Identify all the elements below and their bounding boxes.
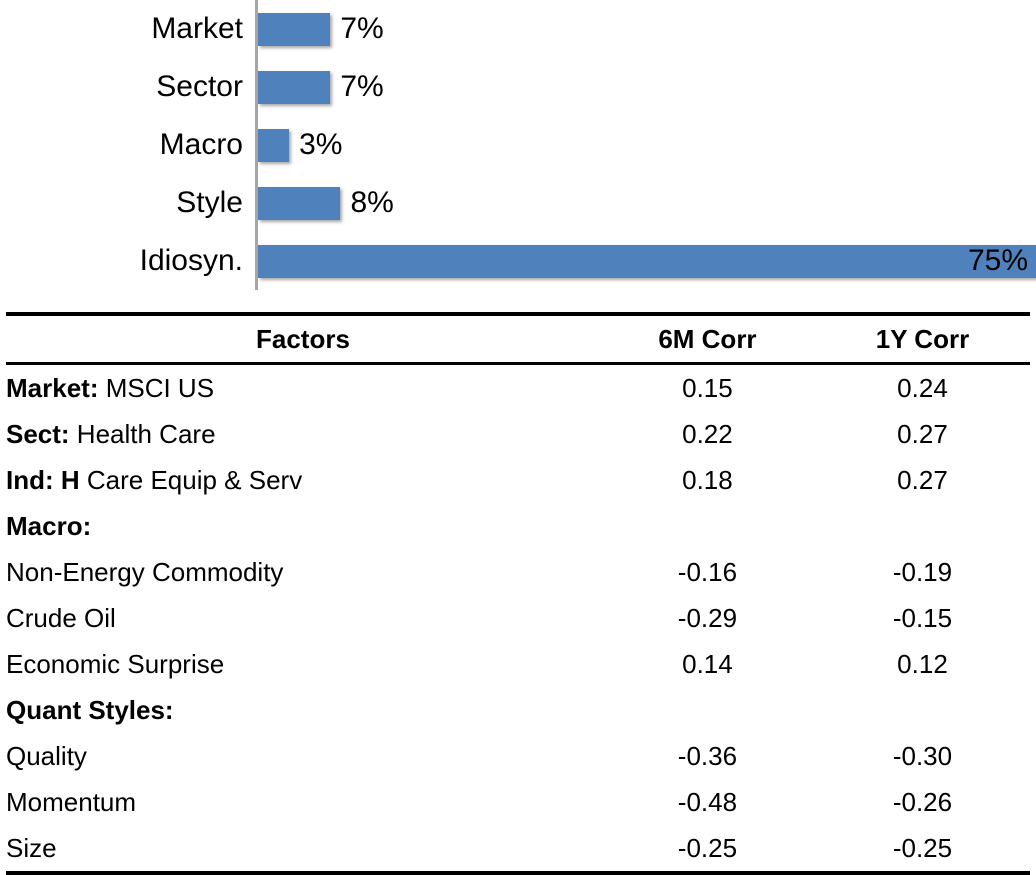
table-row [6,364,1030,412]
bar-row [0,0,1036,58]
bar-row [0,232,1036,290]
row-label [6,457,600,503]
cell-1y-corr: 0.12 [897,649,948,679]
bar-fill [258,245,1036,278]
bar-row [0,116,1036,174]
row-label-rest: MSCI US [98,373,215,403]
cell-6m-corr: 0.18 [682,465,733,495]
bar-value-label: 8% [350,186,394,219]
row-label: Economic Surprise [6,649,225,679]
table-group-row [6,687,1030,733]
bar-fill [258,13,330,46]
table-header-row [6,314,1030,364]
cell-1y-corr [815,687,1030,733]
bar-value-label: 3% [299,128,343,161]
bar-row [0,174,1036,232]
cell-6m-corr: -0.36 [677,741,738,771]
row-label-rest: Care Equip & Serv [79,465,303,495]
cell-1y-corr [815,503,1030,549]
bar-fill [258,71,330,104]
row-label: Momentum [6,787,137,817]
table-row [6,825,1030,873]
cell-6m-corr: 0.15 [682,373,733,403]
cell-1y-corr: 0.27 [897,419,948,449]
factor-contribution-bar-chart [0,0,1036,312]
cell-6m-corr: 0.14 [682,649,733,679]
bar-category-label: Idiosyn. [139,244,243,277]
column-header-1y-corr: 1Y Corr [875,324,970,354]
table-row [6,457,1030,503]
row-label-bold: Ind: H [6,465,80,495]
cell-1y-corr: 0.27 [897,465,948,495]
cell-6m-corr [600,687,815,733]
column-header-factors: Factors [256,324,350,354]
factor-correlation-table [0,312,1036,875]
table-row [6,595,1030,641]
cell-1y-corr: -0.25 [892,833,953,863]
cell-6m-corr [600,503,815,549]
cell-1y-corr: -0.19 [892,557,953,587]
bar-track [255,174,1036,232]
table-row [6,411,1030,457]
cell-6m-corr: 0.22 [682,419,733,449]
row-group-label: Quant Styles: [6,695,174,725]
row-group-label: Macro: [6,511,92,541]
row-label-bold: Market: [6,373,99,403]
row-label [6,411,600,457]
row-label: Size [6,833,57,863]
bar-track [255,116,1036,174]
bar-category-label: Style [176,186,243,219]
row-label [6,364,600,412]
cell-1y-corr: 0.24 [897,373,948,403]
column-header-6m-corr: 6M Corr [658,324,757,354]
cell-6m-corr: -0.16 [677,557,738,587]
bar-track [255,232,1036,290]
cell-6m-corr: -0.29 [677,603,738,633]
row-label: Non-Energy Commodity [6,557,284,587]
bar-track [255,0,1036,58]
cell-1y-corr: -0.26 [892,787,953,817]
bar-value-label: 75% [967,244,1028,277]
cell-6m-corr: -0.25 [677,833,738,863]
bar-fill [258,187,340,220]
bar-category-label: Macro [159,128,243,161]
cell-1y-corr: -0.15 [892,603,953,633]
bar-value-label: 7% [340,12,384,45]
bar-fill [258,129,289,162]
cell-1y-corr: -0.30 [892,741,953,771]
table-row [6,641,1030,687]
bar-category-label: Sector [156,70,243,103]
row-label: Quality [6,741,87,771]
row-label: Crude Oil [6,603,116,633]
table-row [6,549,1030,595]
bar-value-label: 7% [340,70,384,103]
table-group-row [6,503,1030,549]
row-label-bold: Sect: [6,419,70,449]
table-row [6,733,1030,779]
table-row [6,779,1030,825]
bar-row [0,58,1036,116]
bar-track [255,58,1036,116]
cell-6m-corr: -0.48 [677,787,738,817]
bar-category-label: Market [151,12,243,45]
row-label-rest: Health Care [69,419,216,449]
